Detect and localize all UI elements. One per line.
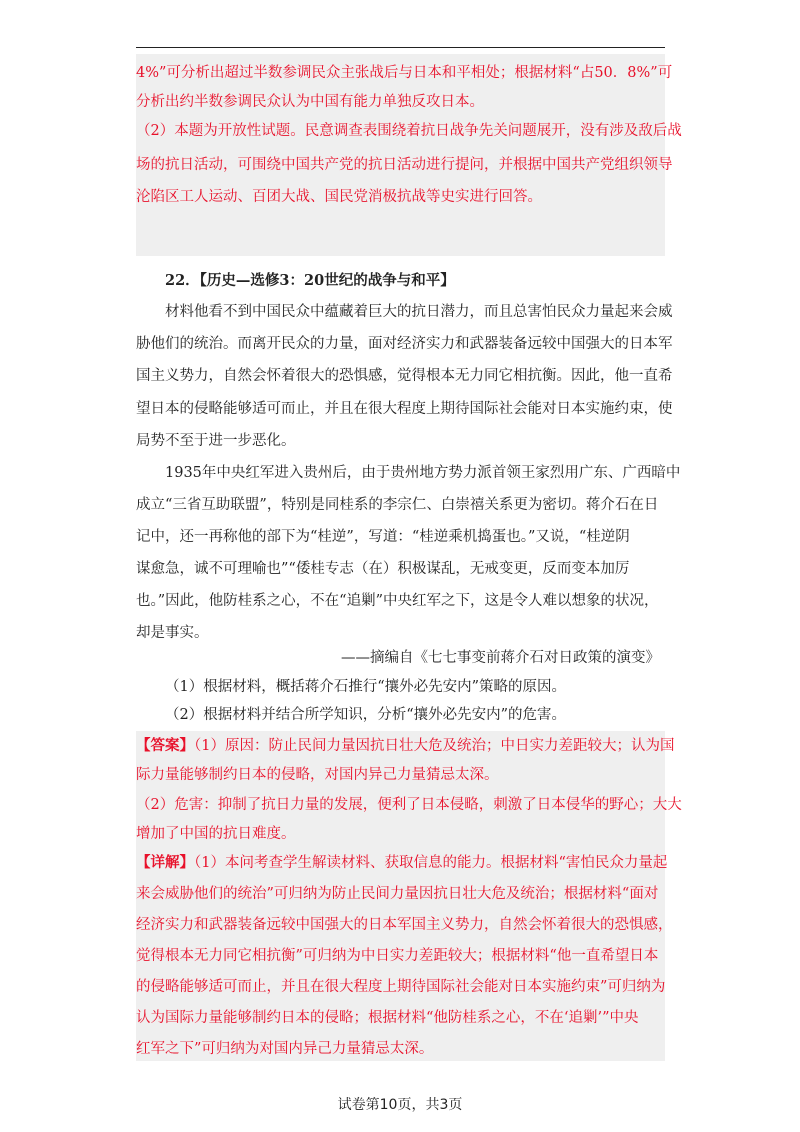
material-line: 1935年中央红军进入贵州后，由于贵州地方势力派首领王家烈用广东、广西暗中 [165,465,681,481]
analysis-line: 来会威胁他们的统治”可归纳为防止民间力量因抗日壮大危及统治；根据材料“面对 [136,886,659,902]
sub-question-1: （1）根据材料，概括蒋介石推行“攘外必先安内”策略的原因。 [165,679,567,695]
material-line: 记中，还一再称他的部下为“桂逆”，写道：“桂逆乘机捣蛋也。”又说，“桂逆阴 [136,529,630,545]
prev-answer-line: 4%”可分析出超过半数参调民众主张战后与日本和平相处；根据材料“占50．8%”可 [136,65,673,81]
prev-answer-line: （2）本题为开放性试题。民意调查表围绕着抗日战争先关问题展开，没有涉及敌后战 [136,123,682,139]
prev-answer-line: 场的抗日活动，可围绕中国共产党的抗日活动进行提问，并根据中国共产党组织领导 [136,157,673,173]
analysis-line: 的侵略能够适可而止，并且在很大程度上期待国际社会能对日本实施约束”可归纳为 [136,979,666,995]
material-source: ——摘编自《七七事变前蒋介石对日政策的演变》 [341,650,660,666]
analysis-line: 觉得根本无力同它相抗衡”可归纳为中日实力差距较大；根据材料“他一直希望日本 [136,948,659,964]
material-line: 也。”因此，他防桂系之心，不在“追剿”中央红军之下，这是令人难以想象的状况， [136,593,659,609]
analysis-first-line [136,852,667,874]
answer-line: 际力量能够制约日本的侵略，对国内异己力量猜忌太深。 [136,767,499,783]
analysis-line: 红军之下”可归纳为对国内异己力量猜忌太深。 [136,1041,434,1057]
page-top-rule [136,47,665,48]
answer-line: （2）危害：抑制了抗日力量的发展，便利了日本侵略，刺激了日本侵华的野心；大大 [136,797,682,813]
material-line: 却是事实。 [136,625,209,641]
material-line: 成立“三省互助联盟”，特别是同桂系的李宗仁、白崇禧关系更为密切。蒋介石在日 [136,497,659,513]
material-line: 谋愈急，诚不可理喻也”“倭桂专志（在）积极谋乱，无戒变更，反而变本加厉 [136,561,630,577]
sub-question-2: （2）根据材料并结合所学知识，分析“攘外必先安内”的危害。 [165,707,567,723]
answer-line: （1）原因：防止民间力量因抗日壮大危及统治；中日实力差距较大；认为国 [194,738,675,754]
prev-answer-line: 沦陷区工人运动、百团大战、国民党消极抗战等史实进行回答。 [136,189,542,205]
analysis-line: （1）本问考查学生解读材料、获取信息的能力。根据材料“害怕民众力量起 [194,855,668,871]
material-line: 望日本的侵略能够适可而止，并且在很大程度上期待国际社会能对日本实施约束，使 [136,401,673,417]
prev-answer-line: 分析出约半数参调民众认为中国有能力单独反攻日本。 [136,94,484,110]
analysis-line: 经济实力和武器装备远较中国强大的日本军国主义势力，自然会怀着很大的恐惧感， [136,917,673,933]
page-footer: 试卷第10页，共3页 [337,1097,463,1113]
material-line: 胁他们的统治。而离开民众的力量，面对经济实力和武器装备远较中国强大的日本军 [136,336,673,352]
answer-label: 【答案】 [136,737,194,754]
answer-line: 增加了中国的抗日难度。 [136,826,296,842]
material-line: 国主义势力，自然会怀着很大的恐惧感，觉得根本无力同它相抗衡。因此，他一直希 [136,368,673,384]
question-header: 22．【历史—选修3：20世纪的战争与和平】 [165,272,455,289]
material-line: 局势不至于进一步恶化。 [136,433,296,449]
answer-first-line [136,735,674,757]
analysis-line: 认为国际力量能够制约日本的侵略；根据材料“他防桂系之心，不在‘追剿’”中央 [136,1010,639,1026]
material-line: 材料他看不到中国民众中蕴藏着巨大的抗日潜力，而且总害怕民众力量起来会威 [165,304,673,320]
analysis-label: 【详解】 [136,854,194,871]
